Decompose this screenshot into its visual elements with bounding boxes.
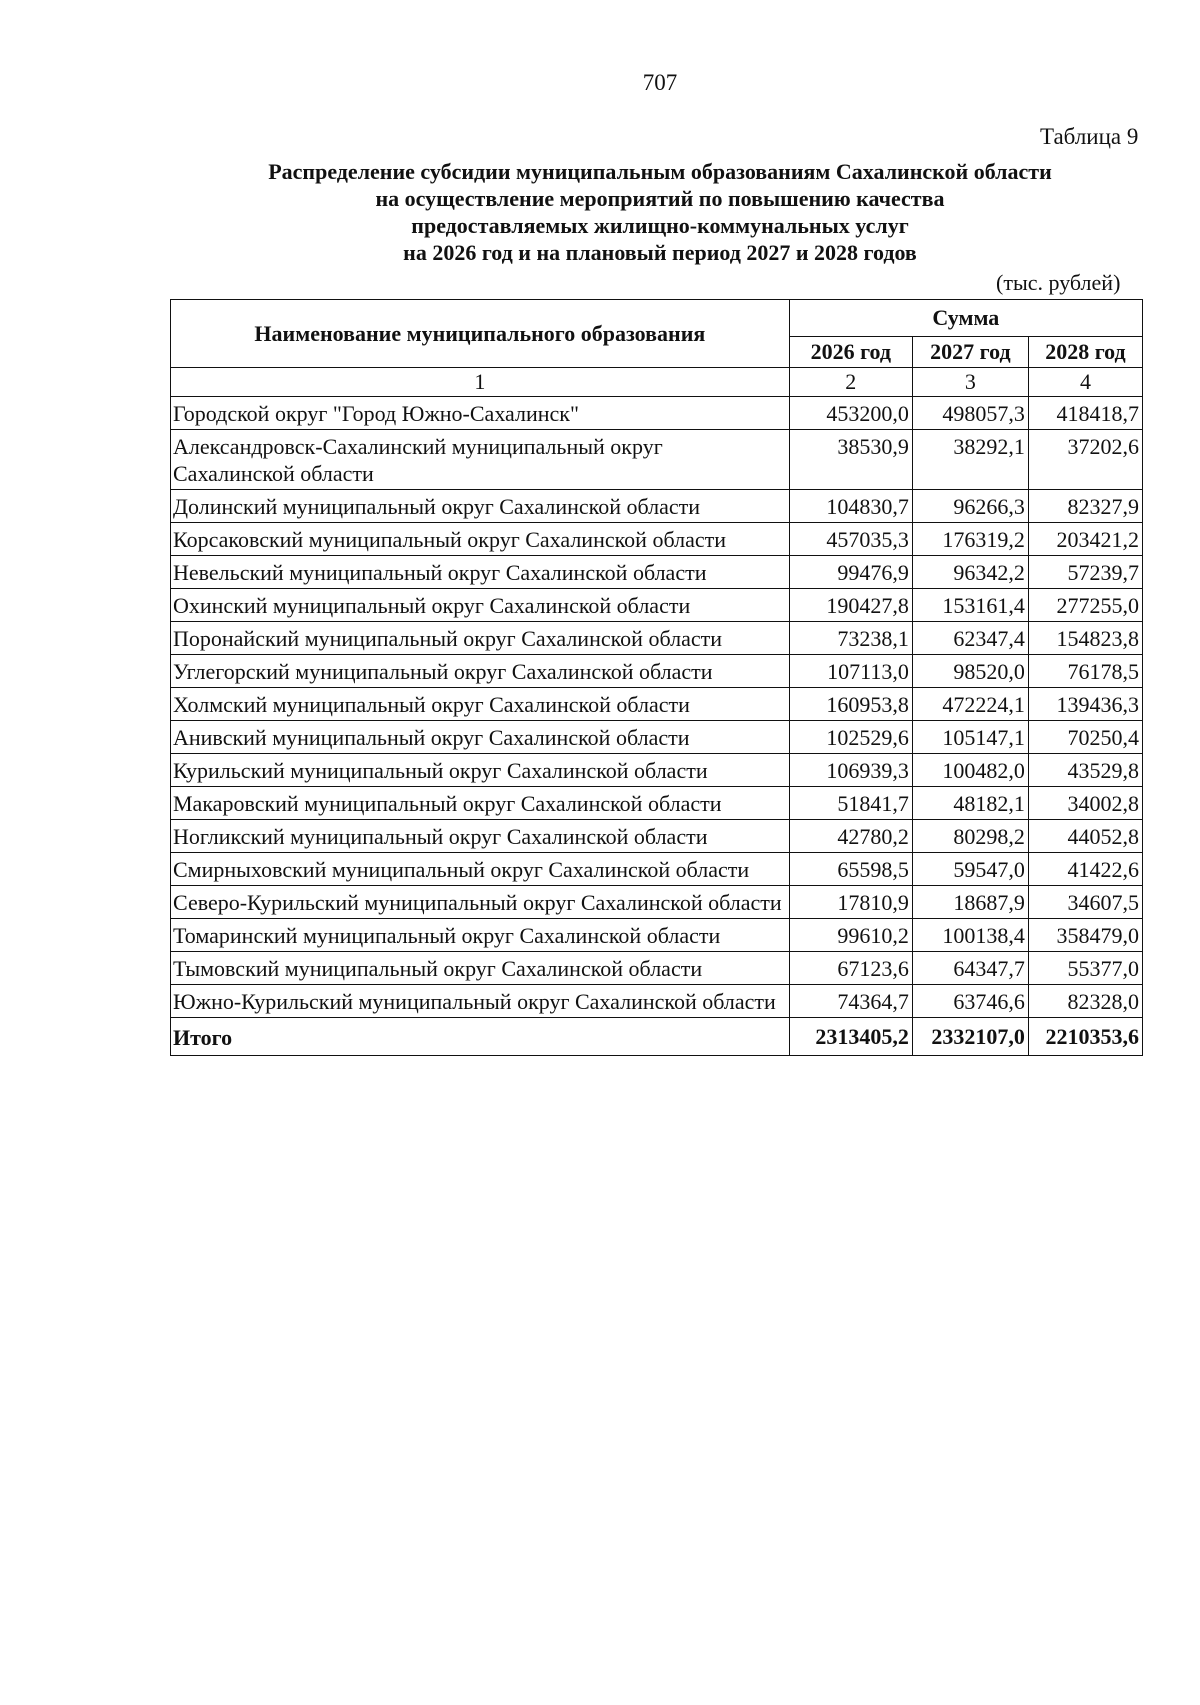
column-number: 1 — [171, 368, 790, 397]
value-2027: 100138,4 — [912, 919, 1028, 952]
table-row — [171, 886, 1143, 919]
subsidy-table — [170, 299, 1143, 1056]
column-number: 4 — [1028, 368, 1142, 397]
table-row — [171, 787, 1143, 820]
table-row — [171, 688, 1143, 721]
table-row — [171, 622, 1143, 655]
value-2026: 107113,0 — [789, 655, 912, 688]
municipality-name: Смирныховский муниципальный округ Сахалинской области — [171, 853, 790, 886]
value-2027: 98520,0 — [912, 655, 1028, 688]
header-name: Наименование муниципального образования — [171, 300, 790, 368]
table-row — [171, 853, 1143, 886]
value-2027: 498057,3 — [912, 397, 1028, 430]
column-number: 2 — [789, 368, 912, 397]
value-2028: 418418,7 — [1028, 397, 1142, 430]
value-2028: 41422,6 — [1028, 853, 1142, 886]
municipality-name: Тымовский муниципальный округ Сахалинской области — [171, 952, 790, 985]
page-number: 707 — [642, 70, 678, 95]
table-row — [171, 655, 1143, 688]
municipality-name: Северо-Курильский муниципальный округ Сахалинской области — [171, 886, 790, 919]
value-2026: 17810,9 — [789, 886, 912, 919]
value-2027: 96342,2 — [912, 556, 1028, 589]
document-title — [180, 158, 1140, 266]
units-label: (тыс. рублей) — [996, 270, 1121, 295]
value-2028: 139436,3 — [1028, 688, 1142, 721]
municipality-name: Невельский муниципальный округ Сахалинской области — [171, 556, 790, 589]
value-2028: 277255,0 — [1028, 589, 1142, 622]
value-2026: 74364,7 — [789, 985, 912, 1018]
table-row — [171, 556, 1143, 589]
value-2026: 104830,7 — [789, 490, 912, 523]
value-2026: 99610,2 — [789, 919, 912, 952]
value-2027: 472224,1 — [912, 688, 1028, 721]
municipality-name: Курильский муниципальный округ Сахалинской области — [171, 754, 790, 787]
value-2028: 34607,5 — [1028, 886, 1142, 919]
value-2026: 190427,8 — [789, 589, 912, 622]
title-line: Распределение субсидии муниципальным образованиям Сахалинской области — [268, 159, 1052, 184]
value-2028: 55377,0 — [1028, 952, 1142, 985]
table-row — [171, 754, 1143, 787]
value-2028: 44052,8 — [1028, 820, 1142, 853]
value-2027: 96266,3 — [912, 490, 1028, 523]
table-row — [171, 490, 1143, 523]
value-2028: 154823,8 — [1028, 622, 1142, 655]
total-2027: 2332107,0 — [912, 1018, 1028, 1056]
value-2028: 358479,0 — [1028, 919, 1142, 952]
value-2027: 100482,0 — [912, 754, 1028, 787]
value-2026: 457035,3 — [789, 523, 912, 556]
value-2026: 38530,9 — [789, 430, 912, 490]
table-row — [171, 589, 1143, 622]
value-2028: 70250,4 — [1028, 721, 1142, 754]
value-2027: 153161,4 — [912, 589, 1028, 622]
value-2028: 43529,8 — [1028, 754, 1142, 787]
value-2028: 34002,8 — [1028, 787, 1142, 820]
table-row — [171, 985, 1143, 1018]
value-2026: 99476,9 — [789, 556, 912, 589]
value-2028: 57239,7 — [1028, 556, 1142, 589]
header-sum: Сумма — [789, 300, 1142, 337]
value-2026: 51841,7 — [789, 787, 912, 820]
table-row — [171, 721, 1143, 754]
value-2027: 63746,6 — [912, 985, 1028, 1018]
municipality-name: Александровск-Сахалинский муниципальный округ Сахалинской области — [171, 430, 790, 490]
total-2028: 2210353,6 — [1028, 1018, 1142, 1056]
municipality-name: Углегорский муниципальный округ Сахалинской области — [171, 655, 790, 688]
value-2028: 203421,2 — [1028, 523, 1142, 556]
value-2028: 37202,6 — [1028, 430, 1142, 490]
value-2026: 73238,1 — [789, 622, 912, 655]
value-2027: 64347,7 — [912, 952, 1028, 985]
value-2026: 106939,3 — [789, 754, 912, 787]
value-2026: 67123,6 — [789, 952, 912, 985]
title-line: предоставляемых жилищно-коммунальных услуг — [411, 213, 909, 238]
column-number: 3 — [912, 368, 1028, 397]
value-2028: 82328,0 — [1028, 985, 1142, 1018]
value-2027: 105147,1 — [912, 721, 1028, 754]
value-2026: 453200,0 — [789, 397, 912, 430]
municipality-name: Холмский муниципальный округ Сахалинской области — [171, 688, 790, 721]
table-row — [171, 523, 1143, 556]
table-row — [171, 820, 1143, 853]
table-row — [171, 952, 1143, 985]
value-2026: 42780,2 — [789, 820, 912, 853]
table-row — [171, 919, 1143, 952]
column-number-row — [171, 368, 1143, 397]
value-2026: 102529,6 — [789, 721, 912, 754]
value-2027: 38292,1 — [912, 430, 1028, 490]
table-row — [171, 397, 1143, 430]
header-year-2027: 2027 год — [912, 337, 1028, 368]
municipality-name: Южно-Курильский муниципальный округ Сахалинской области — [171, 985, 790, 1018]
title-line: на 2026 год и на плановый период 2027 и 2028 годов — [403, 240, 917, 265]
total-2026: 2313405,2 — [789, 1018, 912, 1056]
value-2027: 176319,2 — [912, 523, 1028, 556]
value-2027: 80298,2 — [912, 820, 1028, 853]
value-2028: 76178,5 — [1028, 655, 1142, 688]
total-row — [171, 1018, 1143, 1056]
value-2026: 160953,8 — [789, 688, 912, 721]
header-year-2028: 2028 год — [1028, 337, 1142, 368]
municipality-name: Охинский муниципальный округ Сахалинской области — [171, 589, 790, 622]
table-label: Таблица 9 — [1040, 124, 1139, 149]
title-line: на осуществление мероприятий по повышению качества — [375, 186, 945, 211]
municipality-name: Долинский муниципальный округ Сахалинской области — [171, 490, 790, 523]
municipality-name: Ногликский муниципальный округ Сахалинской области — [171, 820, 790, 853]
value-2026: 65598,5 — [789, 853, 912, 886]
value-2027: 59547,0 — [912, 853, 1028, 886]
table-row — [171, 430, 1143, 490]
municipality-name: Поронайский муниципальный округ Сахалинской области — [171, 622, 790, 655]
total-label: Итого — [171, 1018, 790, 1056]
municipality-name: Городской округ "Город Южно-Сахалинск" — [171, 397, 790, 430]
municipality-name: Корсаковский муниципальный округ Сахалинской области — [171, 523, 790, 556]
municipality-name: Макаровский муниципальный округ Сахалинской области — [171, 787, 790, 820]
value-2027: 62347,4 — [912, 622, 1028, 655]
header-year-2026: 2026 год — [789, 337, 912, 368]
municipality-name: Томаринский муниципальный округ Сахалинской области — [171, 919, 790, 952]
municipality-name: Анивский муниципальный округ Сахалинской области — [171, 721, 790, 754]
value-2027: 48182,1 — [912, 787, 1028, 820]
value-2028: 82327,9 — [1028, 490, 1142, 523]
value-2027: 18687,9 — [912, 886, 1028, 919]
